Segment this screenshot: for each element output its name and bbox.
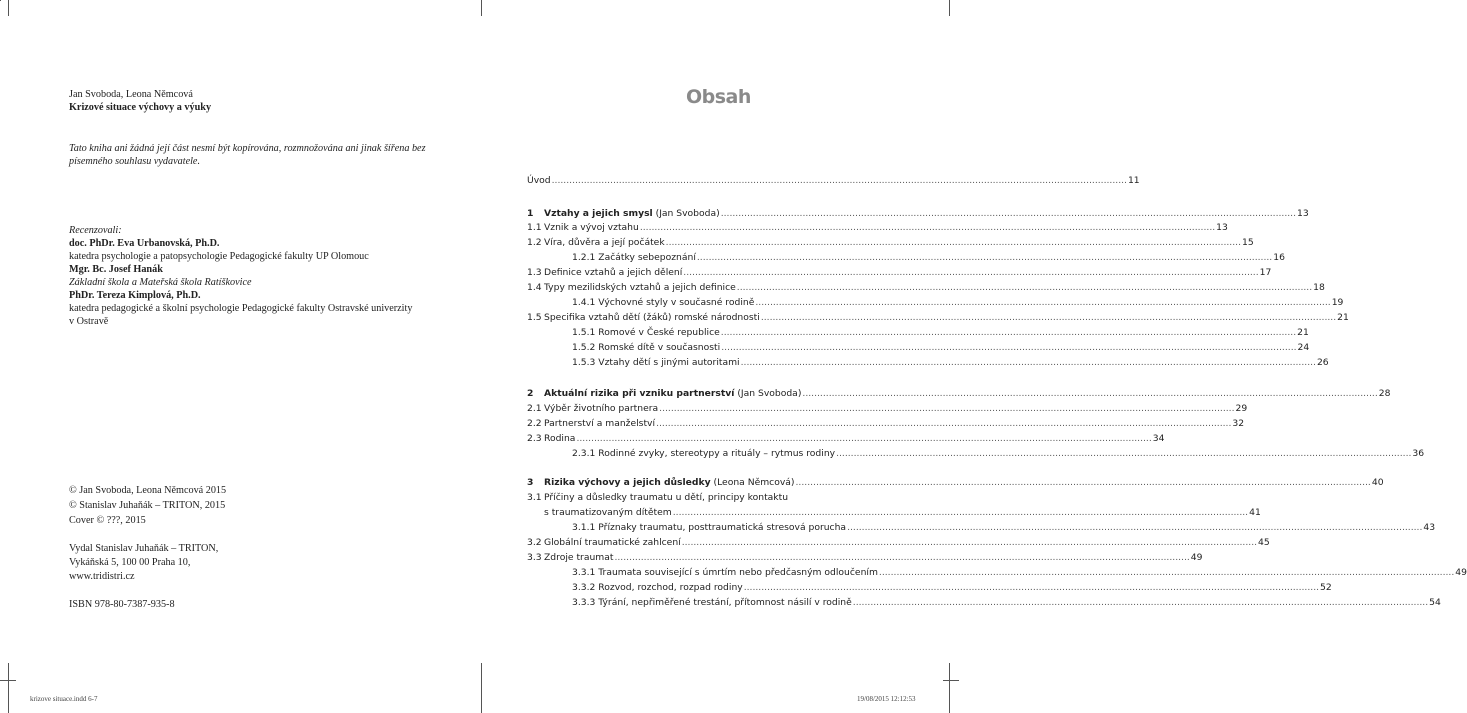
toc-page-number: 13: [1216, 222, 1228, 233]
toc-row[interactable]: [527, 492, 888, 505]
toc-row[interactable]: [527, 282, 1325, 295]
toc-leader: [721, 327, 1296, 338]
toc-entry-title: 1.5.2 Romské dítě v současnosti: [572, 342, 721, 353]
toc-entry-title: s traumatizovaným dítětem: [544, 507, 672, 518]
toc-leader: [853, 597, 1428, 608]
toc-page-number: 15: [1241, 237, 1254, 248]
toc-row[interactable]: [527, 327, 1309, 340]
toc-row[interactable]: [527, 222, 1228, 235]
crop-mark: [949, 663, 950, 713]
toc-leader: [737, 282, 1312, 293]
toc-row[interactable]: [527, 312, 1349, 325]
toc-entry-title: Víra, důvěra a její počátek: [544, 237, 665, 248]
toc-entry-number: 2.2: [527, 418, 542, 429]
toc-leader: [755, 297, 1330, 308]
toc-page-number: 34: [1152, 433, 1165, 444]
toc-page-number: 41: [1249, 507, 1261, 518]
toc-leader: [673, 507, 1248, 518]
toc-entry-title: 1.5.3 Vztahy dětí s jinými autoritami: [572, 357, 740, 368]
toc-row[interactable]: [527, 267, 1272, 280]
toc-page-number: 26: [1316, 357, 1329, 368]
toc-page-number: 16: [1273, 252, 1285, 263]
crop-mark: [481, 0, 482, 16]
toc-heading: Obsah: [686, 86, 751, 108]
toc-row[interactable]: [527, 418, 1245, 431]
toc-entry-title: 3.3.1 Traumata související s úmrtím nebo předčasným odloučením: [572, 567, 878, 578]
toc-entry-title: Úvod: [527, 175, 551, 186]
toc-page-number: 28: [1378, 388, 1391, 399]
toc-page-number: 36: [1412, 448, 1425, 459]
toc-leader: [836, 448, 1411, 459]
reviewer-3-name: PhDr. Tereza Kimplová, Ph.D.: [69, 290, 201, 301]
toc-entry-number: 3: [527, 477, 534, 488]
toc-leader: [640, 222, 1215, 233]
toc-row-chapter-2[interactable]: [527, 388, 1391, 401]
toc-row[interactable]: [527, 252, 1285, 265]
toc-leader: [744, 582, 1319, 593]
toc-page-number: 17: [1259, 267, 1272, 278]
toc-entry-title: 1.5.1 Romové v České republice: [572, 327, 720, 338]
toc-leader: [721, 208, 1296, 219]
publisher-line-2: Vykáňská 5, 100 00 Praha 10,: [69, 557, 191, 568]
toc-entry-title: Vznik a vývoj vztahu: [544, 222, 639, 233]
toc-row[interactable]: [527, 433, 1165, 446]
toc-entry-title: 1.4.1 Výchovné styly v současné rodině: [572, 297, 755, 308]
toc-entry-number: 1: [527, 208, 534, 219]
toc-leader: [802, 388, 1377, 399]
toc-page-number: 19: [1331, 297, 1344, 308]
toc-entry-title: Rodina: [544, 433, 576, 444]
toc-row[interactable]: [527, 507, 1261, 520]
toc-row[interactable]: [527, 582, 1332, 595]
reviewer-1-name: doc. PhDr. Eva Urbanovská, Ph.D.: [69, 238, 220, 249]
toc-entry-author: (Jan Svoboda): [737, 388, 802, 399]
toc-entry-title: Vztahy a jejich smysl: [544, 208, 653, 219]
reviewers-label: Recenzovali:: [69, 225, 122, 236]
toc-row[interactable]: [527, 552, 1203, 565]
rights-notice-line-2: písemného souhlasu vydavatele.: [69, 156, 200, 167]
toc-page-number: 13: [1297, 208, 1309, 219]
crop-mark: [943, 680, 959, 681]
toc-row[interactable]: [527, 357, 1329, 370]
toc-page-number: 32: [1232, 418, 1245, 429]
toc-entry-title: 3.3.2 Rozvod, rozchod, rozpad rodiny: [572, 582, 743, 593]
slug-timestamp: 19/08/2015 12:12:53: [857, 695, 916, 703]
toc-entry-title: Výběr životního partnera: [544, 403, 659, 414]
copyright-line-1: © Jan Svoboda, Leona Němcová 2015: [69, 485, 227, 496]
toc-entry-author: (Leona Němcová): [713, 477, 795, 488]
toc-page-number: 49: [1455, 567, 1467, 578]
authors: Jan Svoboda, Leona Němcová: [69, 89, 193, 100]
toc-entry-title: Aktuální rizika při vzniku partnerství: [544, 388, 735, 399]
toc-entry-number: 1.1: [527, 222, 542, 233]
toc-entry-author: (Jan Svoboda): [655, 208, 720, 219]
slug-filename: krizove situace.indd 6-7: [30, 695, 98, 703]
toc-entry-number: 2: [527, 388, 534, 399]
toc-leader: [614, 552, 1189, 563]
crop-mark: [949, 0, 950, 16]
toc-entry-title: Partnerství a manželství: [544, 418, 656, 429]
toc-leader: [761, 312, 1336, 323]
toc-entry-number: 1.3: [527, 267, 542, 278]
toc-row[interactable]: [527, 522, 1436, 535]
toc-leader: [697, 252, 1272, 263]
toc-entry-number: 2.1: [527, 403, 542, 414]
toc-row[interactable]: [527, 448, 1425, 461]
toc-row[interactable]: [527, 597, 1441, 610]
toc-page-number: 45: [1258, 537, 1270, 548]
toc-entry-title: 3.3.3 Týrání, nepřiměřené trestání, přítomnost násilí v rodině: [572, 597, 852, 608]
toc-entry-number: 3.3: [527, 552, 542, 563]
toc-leader: [683, 267, 1258, 278]
toc-row[interactable]: [527, 297, 1344, 310]
toc-entry-number: 3.2: [527, 537, 542, 548]
toc-leader: [666, 237, 1241, 248]
toc-entry-title: Rizika výchovy a jejich důsledky: [544, 477, 711, 488]
toc-row[interactable]: [527, 342, 1310, 355]
reviewer-1-affiliation: katedra psychologie a patopsychologie Pedagogické fakulty UP Olomouc: [69, 251, 369, 262]
toc-page-number: 54: [1429, 597, 1441, 608]
toc-leader: [682, 537, 1257, 548]
toc-page-number: 29: [1235, 403, 1248, 414]
toc-entry-title: Zdroje traumat: [544, 552, 614, 563]
toc-row-intro[interactable]: [527, 175, 1140, 188]
toc-page-number: 21: [1337, 312, 1349, 323]
toc-page-number: 24: [1297, 342, 1310, 353]
toc-entry-title: Definice vztahů a jejich dělení: [544, 267, 683, 278]
toc-leader: [741, 357, 1316, 368]
rights-notice-line-1: Tato kniha ani žádná její část nesmí být kopírována, rozmnožována ani jinak šířena bez: [69, 143, 426, 154]
toc-leader: [656, 418, 1231, 429]
toc-page-number: 21: [1297, 327, 1309, 338]
reviewer-3-affiliation-2: v Ostravě: [69, 316, 109, 327]
toc-page-number: 52: [1320, 582, 1332, 593]
toc-entry-title: Příčiny a důsledky traumatu u dětí, principy kontaktu: [544, 492, 789, 503]
toc-entry-title: Globální traumatické zahlcení: [544, 537, 681, 548]
toc-row[interactable]: [527, 403, 1248, 416]
reviewer-3-affiliation-1: katedra pedagogické a školní psychologie Pedagogické fakulty Ostravské univerzity: [69, 303, 413, 314]
crop-mark: [0, 680, 16, 681]
toc-leader: [847, 522, 1422, 533]
toc-row[interactable]: [527, 567, 1467, 580]
toc-leader: [659, 403, 1234, 414]
toc-page-number: 11: [1127, 175, 1140, 186]
toc-entry-number: 2.3: [527, 433, 542, 444]
toc-page-number: 49: [1190, 552, 1203, 563]
toc-leader: [552, 175, 1127, 186]
toc-entry-title: 1.2.1 Začátky sebepoznání: [572, 252, 696, 263]
toc-entry-title: Typy mezilidských vztahů a jejich definice: [544, 282, 736, 293]
publisher-line-1: Vydal Stanislav Juhaňák – TRITON,: [69, 543, 219, 554]
crop-mark: [8, 0, 9, 16]
toc-entry-title: 3.1.1 Příznaky traumatu, posttraumatická stresová porucha: [572, 522, 847, 533]
reviewer-2-affiliation: Základní škola a Mateřská škola Ratíškovice: [69, 277, 252, 288]
toc-entry-number: 3.1: [527, 492, 542, 503]
toc-leader: [796, 477, 1371, 488]
toc-row-chapter-1[interactable]: [527, 208, 1309, 221]
toc-row[interactable]: [527, 237, 1254, 250]
toc-entry-number: 1.5: [527, 312, 542, 323]
toc-entry-number: 1.2: [527, 237, 542, 248]
toc-row-chapter-3[interactable]: [527, 477, 1384, 490]
publisher-website: www.tridistri.cz: [69, 571, 135, 582]
copyright-line-3: Cover © ???, 2015: [69, 515, 146, 526]
toc-page-number: 18: [1313, 282, 1325, 293]
toc-entry-title: Specifika vztahů dětí (žáků) romské národnosti: [544, 312, 760, 323]
toc-row[interactable]: [527, 537, 1270, 550]
toc-entry-number: 1.4: [527, 282, 542, 293]
toc-page-number: 40: [1371, 477, 1384, 488]
book-title: Krizové situace výchovy a výuky: [69, 102, 212, 113]
crop-mark: [8, 663, 9, 713]
reviewer-2-name: Mgr. Bc. Josef Hanák: [69, 264, 163, 275]
crop-mark: [481, 663, 482, 713]
crop-mark: [0, 0, 1, 1]
toc-page-number: 43: [1423, 522, 1436, 533]
toc-leader: [721, 342, 1296, 353]
toc-leader: [576, 433, 1151, 444]
toc-leader: [879, 567, 1454, 578]
isbn: ISBN 978-80-7387-935-8: [69, 599, 175, 610]
copyright-line-2: © Stanislav Juhaňák – TRITON, 2015: [69, 500, 226, 511]
toc-entry-title: 2.3.1 Rodinné zvyky, stereotypy a rituály – rytmus rodiny: [572, 448, 836, 459]
